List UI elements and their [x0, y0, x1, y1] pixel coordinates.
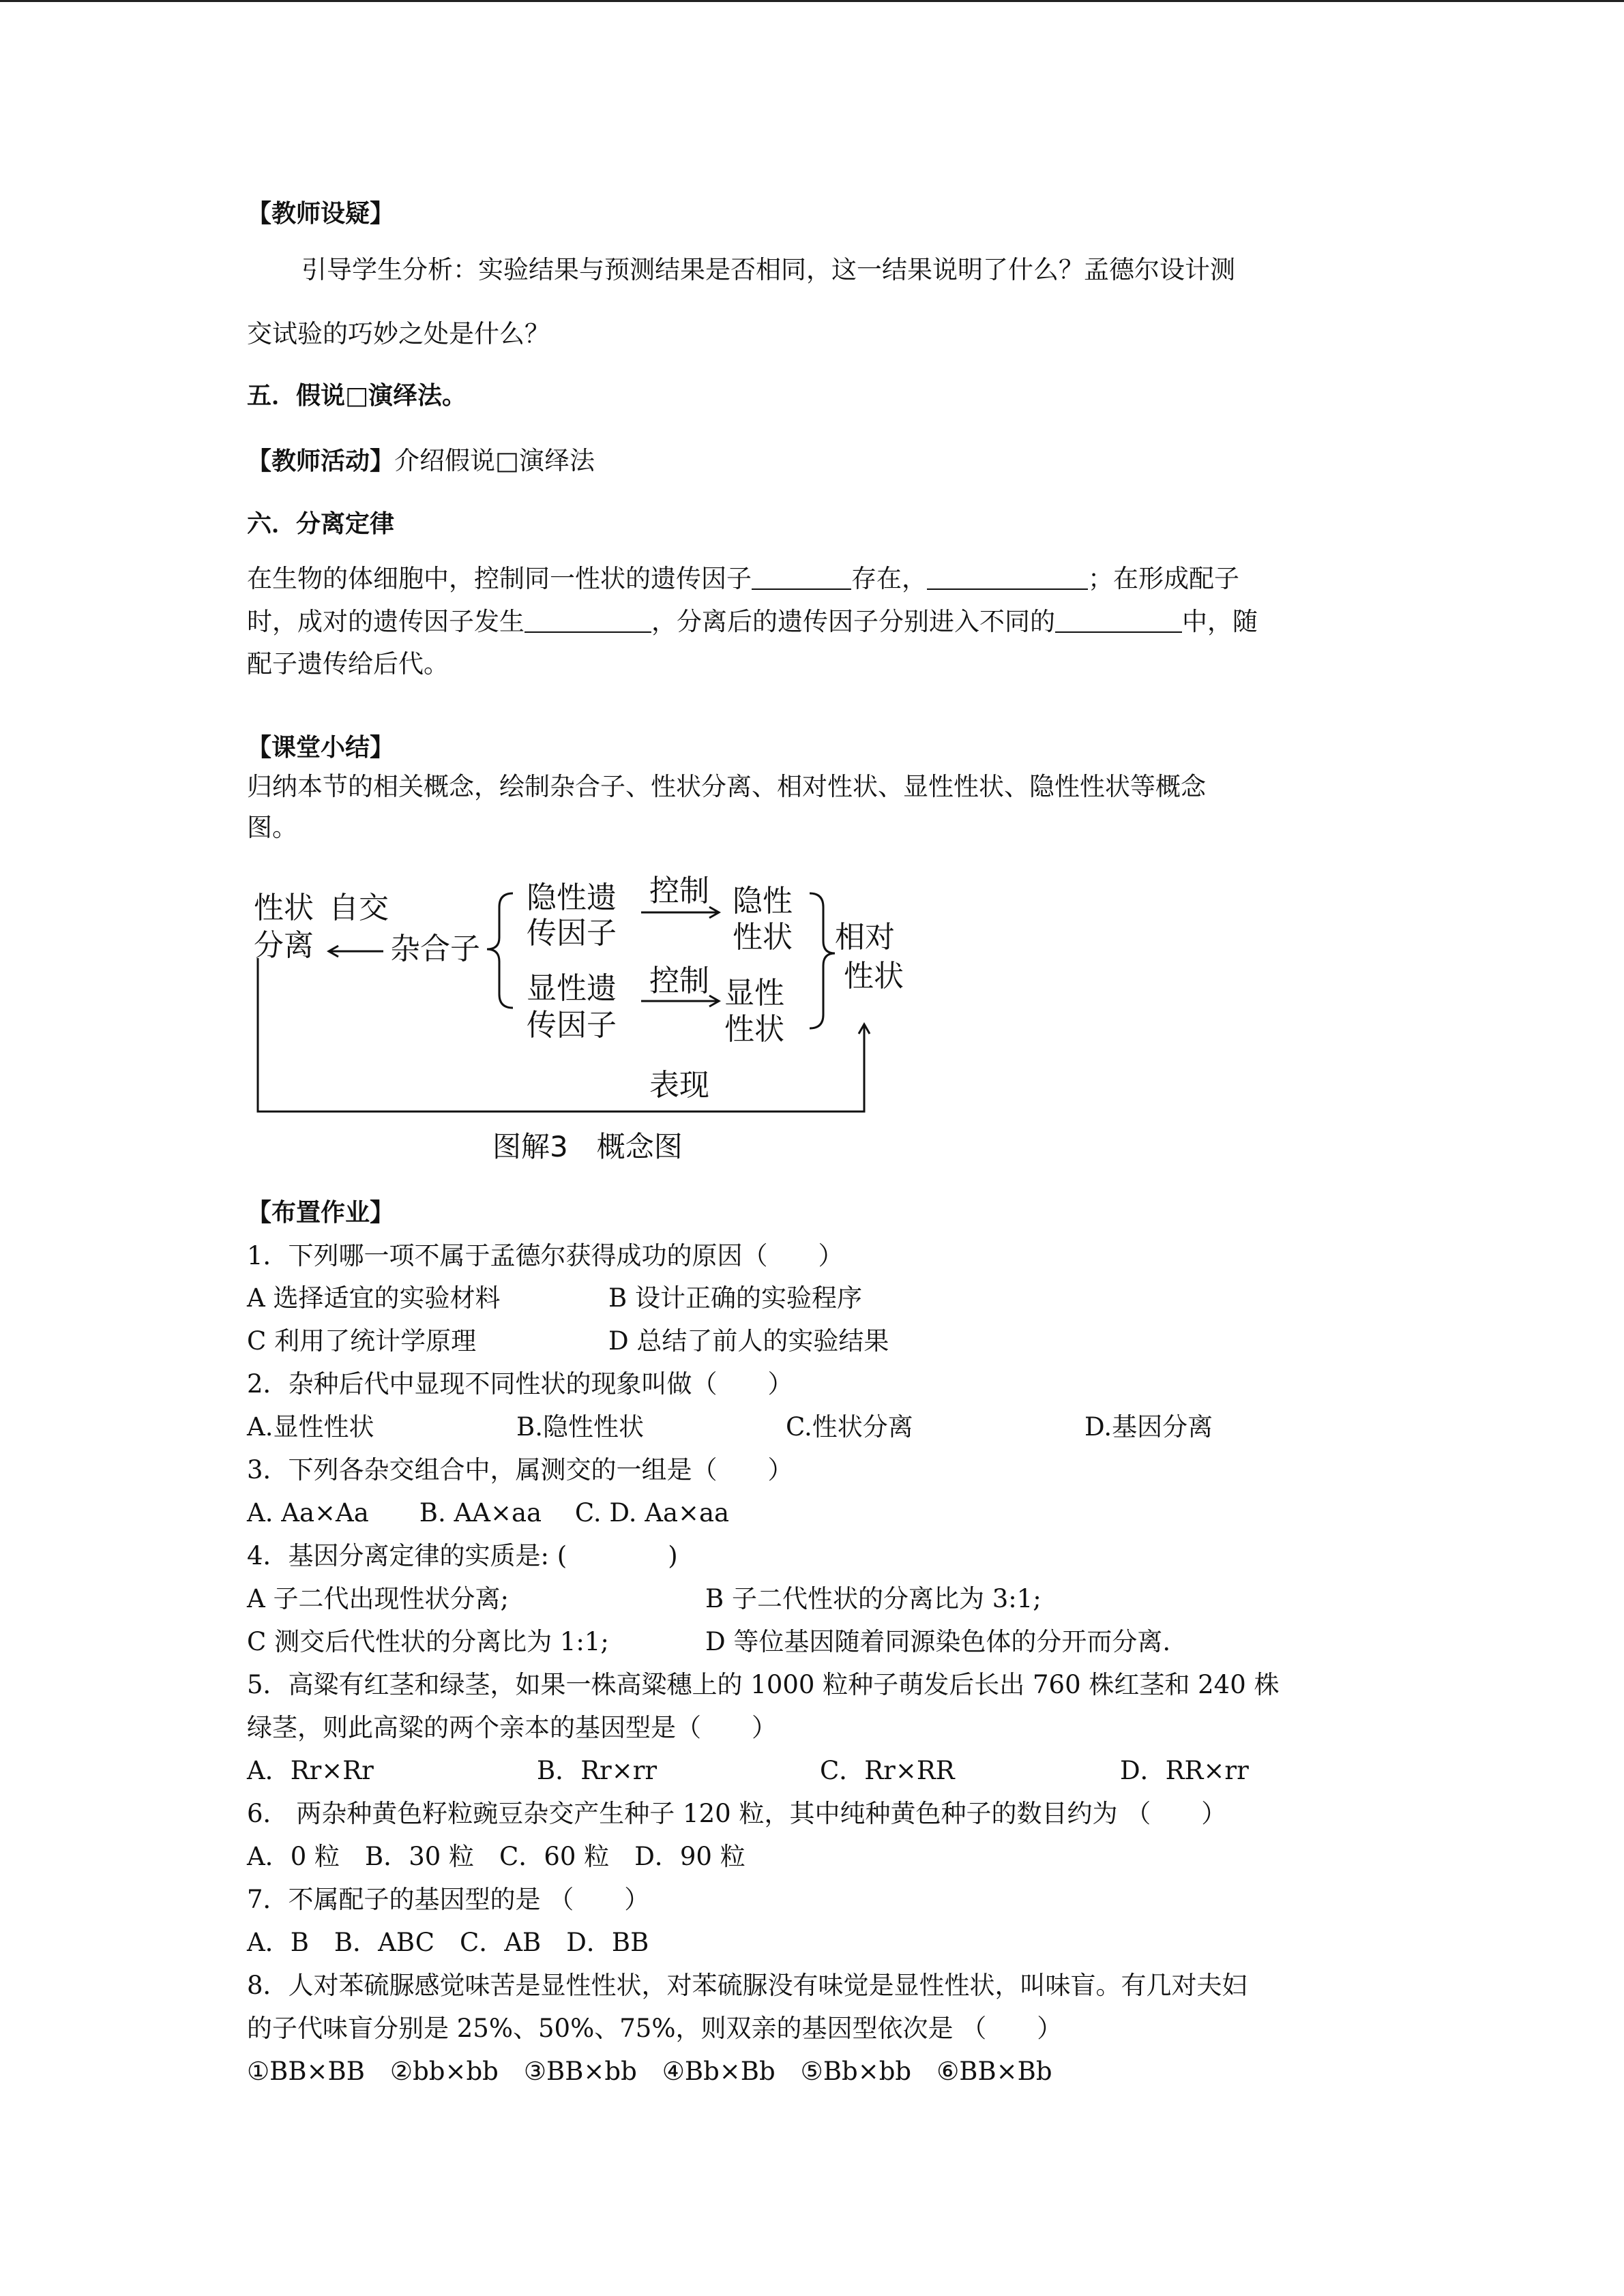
teacher-question-line-1: 引导学生分析：实验结果与预测结果是否相同，这一结果说明了什么？孟德尔设计测: [301, 255, 1235, 284]
q8-options: ①BB×BB ②bb×bb ③BB×bb ④Bb×Bb ⑤Bb×bb ⑥BB×Bb: [247, 2057, 1052, 2086]
fill-blank-2: [927, 564, 1088, 590]
option-b: B．Rr×rr: [537, 1756, 658, 1785]
node-recessive-factor-1: 隐性遗: [527, 880, 617, 915]
section6-line-2: [247, 606, 1258, 638]
label-control-2: 控制: [649, 964, 709, 998]
q3-options: A. Aa×Aa B. AA×aa C. D. Aa×aa: [247, 1498, 730, 1527]
section6-line-1: [247, 563, 1239, 595]
question-1: 1．下列哪一项不属于孟德尔获得成功的原因（ ）: [247, 1241, 844, 1270]
node-recessive-trait-2: 性状: [733, 920, 793, 955]
option-d: D 等位基因随着同源染色体的分开而分离.: [705, 1627, 1171, 1656]
question-8-line-2: 的子代味盲分别是 25%、50%、75%，则双亲的基因型依次是 （ ）: [247, 2014, 1063, 2043]
summary-line-1: 归纳本节的相关概念，绘制杂合子、性状分离、相对性状、显性性状、隐性性状等概念: [247, 772, 1206, 801]
node-dominant-trait-1: 显性: [724, 976, 784, 1011]
option-b: B 设计正确的实验程序: [608, 1283, 862, 1313]
option-d: D.基因分离: [1084, 1412, 1213, 1442]
option-c: C.性状分离: [786, 1412, 913, 1442]
question-6: 6． 两杂种黄色籽粒豌豆杂交产生种子 120 粒，其中纯种黄色种子的数目约为 （ ）: [247, 1799, 1227, 1828]
node-relative-trait-2: 性状: [844, 959, 904, 994]
text-fragment: 在生物的体细胞中，控制同一性状的遗传因子: [247, 564, 752, 593]
page-top-border: [0, 0, 1624, 2]
option-b: B.隐性性状: [516, 1412, 644, 1442]
activity-label: 【教师活动】: [247, 447, 395, 475]
label-express: 表现: [649, 1068, 709, 1103]
option-c: C．Rr×RR: [820, 1756, 955, 1785]
option-a: A.显性性状: [247, 1412, 374, 1442]
option-a: A．Rr×Rr: [247, 1756, 374, 1785]
q6-options: A．0 粒 B．30 粒 C．60 粒 D．90 粒: [247, 1842, 745, 1871]
question-8-line-1: 8．人对苯硫脲感觉味苦是显性性状，对苯硫脲没有味觉是显性性状，叫味盲。有几对夫妇: [247, 1971, 1247, 2000]
question-3: 3．下列各杂交组合中，属测交的一组是（ ）: [247, 1455, 793, 1485]
option-c: C 测交后代性状的分离比为 1:1;: [247, 1627, 609, 1656]
teacher-question-heading: 【教师设疑】: [247, 200, 395, 228]
option-a: A 子二代出现性状分离;: [247, 1584, 509, 1613]
node-recessive-trait-1: 隐性: [733, 884, 793, 919]
concept-diagram: [247, 873, 929, 1173]
node-recessive-factor-2: 传因子: [527, 916, 617, 951]
node-dominant-factor-2: 传因子: [527, 1008, 617, 1043]
node-trait-separation-2: 分离: [254, 928, 314, 963]
activity-text: 介绍假说□演绎法: [394, 446, 595, 475]
diagram-caption: 图解3 概念图: [492, 1130, 683, 1163]
text-fragment: 中，随: [1182, 607, 1258, 636]
summary-heading: 【课堂小结】: [247, 734, 395, 762]
label-selfing: 自交: [329, 891, 389, 925]
fill-blank-1: [752, 564, 851, 590]
question-4: 4．基因分离定律的实质是: ( ): [247, 1541, 678, 1570]
option-a: A 选择适宜的实验材料: [247, 1283, 501, 1313]
teacher-question-line-2: 交试验的巧妙之处是什么？: [247, 319, 550, 348]
question-5-line-1: 5．高粱有红茎和绿茎，如果一株高粱穗上的 1000 粒种子萌发后长出 760 株红茎和 240 株: [247, 1670, 1280, 1699]
fill-blank-3: [525, 607, 651, 633]
text-fragment: ，分离后的遗传因子分别进入不同的: [651, 607, 1055, 636]
text-fragment: 时，成对的遗传因子发生: [247, 607, 525, 636]
section5-activity: [247, 445, 595, 478]
fill-blank-4: [1055, 607, 1182, 633]
node-relative-trait-1: 相对: [835, 920, 895, 955]
section5-heading: 五．假说□演绎法。: [247, 382, 467, 410]
homework-heading: 【布置作业】: [247, 1199, 395, 1227]
question-2: 2．杂种后代中显现不同性状的现象叫做（ ）: [247, 1369, 793, 1399]
section6-heading: 六．分离定律: [247, 510, 395, 538]
question-7: 7．不属配子的基因型的是 （ ）: [247, 1885, 650, 1914]
node-trait-separation-1: 性状: [254, 891, 314, 925]
label-control-1: 控制: [649, 874, 709, 908]
node-dominant-trait-2: 性状: [724, 1012, 784, 1047]
option-d: D．RR×rr: [1120, 1756, 1249, 1785]
option-d: D 总结了前人的实验结果: [608, 1326, 889, 1356]
option-c: C 利用了统计学原理: [247, 1326, 477, 1356]
option-b: B 子二代性状的分离比为 3:1;: [705, 1584, 1042, 1613]
summary-line-2: 图。: [247, 813, 297, 842]
node-dominant-factor-1: 显性遗: [527, 971, 617, 1006]
q7-options: A．B B．ABC C．AB D．BB: [247, 1928, 649, 1957]
node-heterozygote: 杂合子: [390, 931, 480, 966]
text-fragment: ；在形成配子: [1088, 564, 1239, 593]
section6-line-3: 配子遗传给后代。: [247, 649, 449, 679]
text-fragment: 存在，: [851, 564, 927, 593]
question-5-line-2: 绿茎，则此高粱的两个亲本的基因型是（ ）: [247, 1713, 777, 1742]
